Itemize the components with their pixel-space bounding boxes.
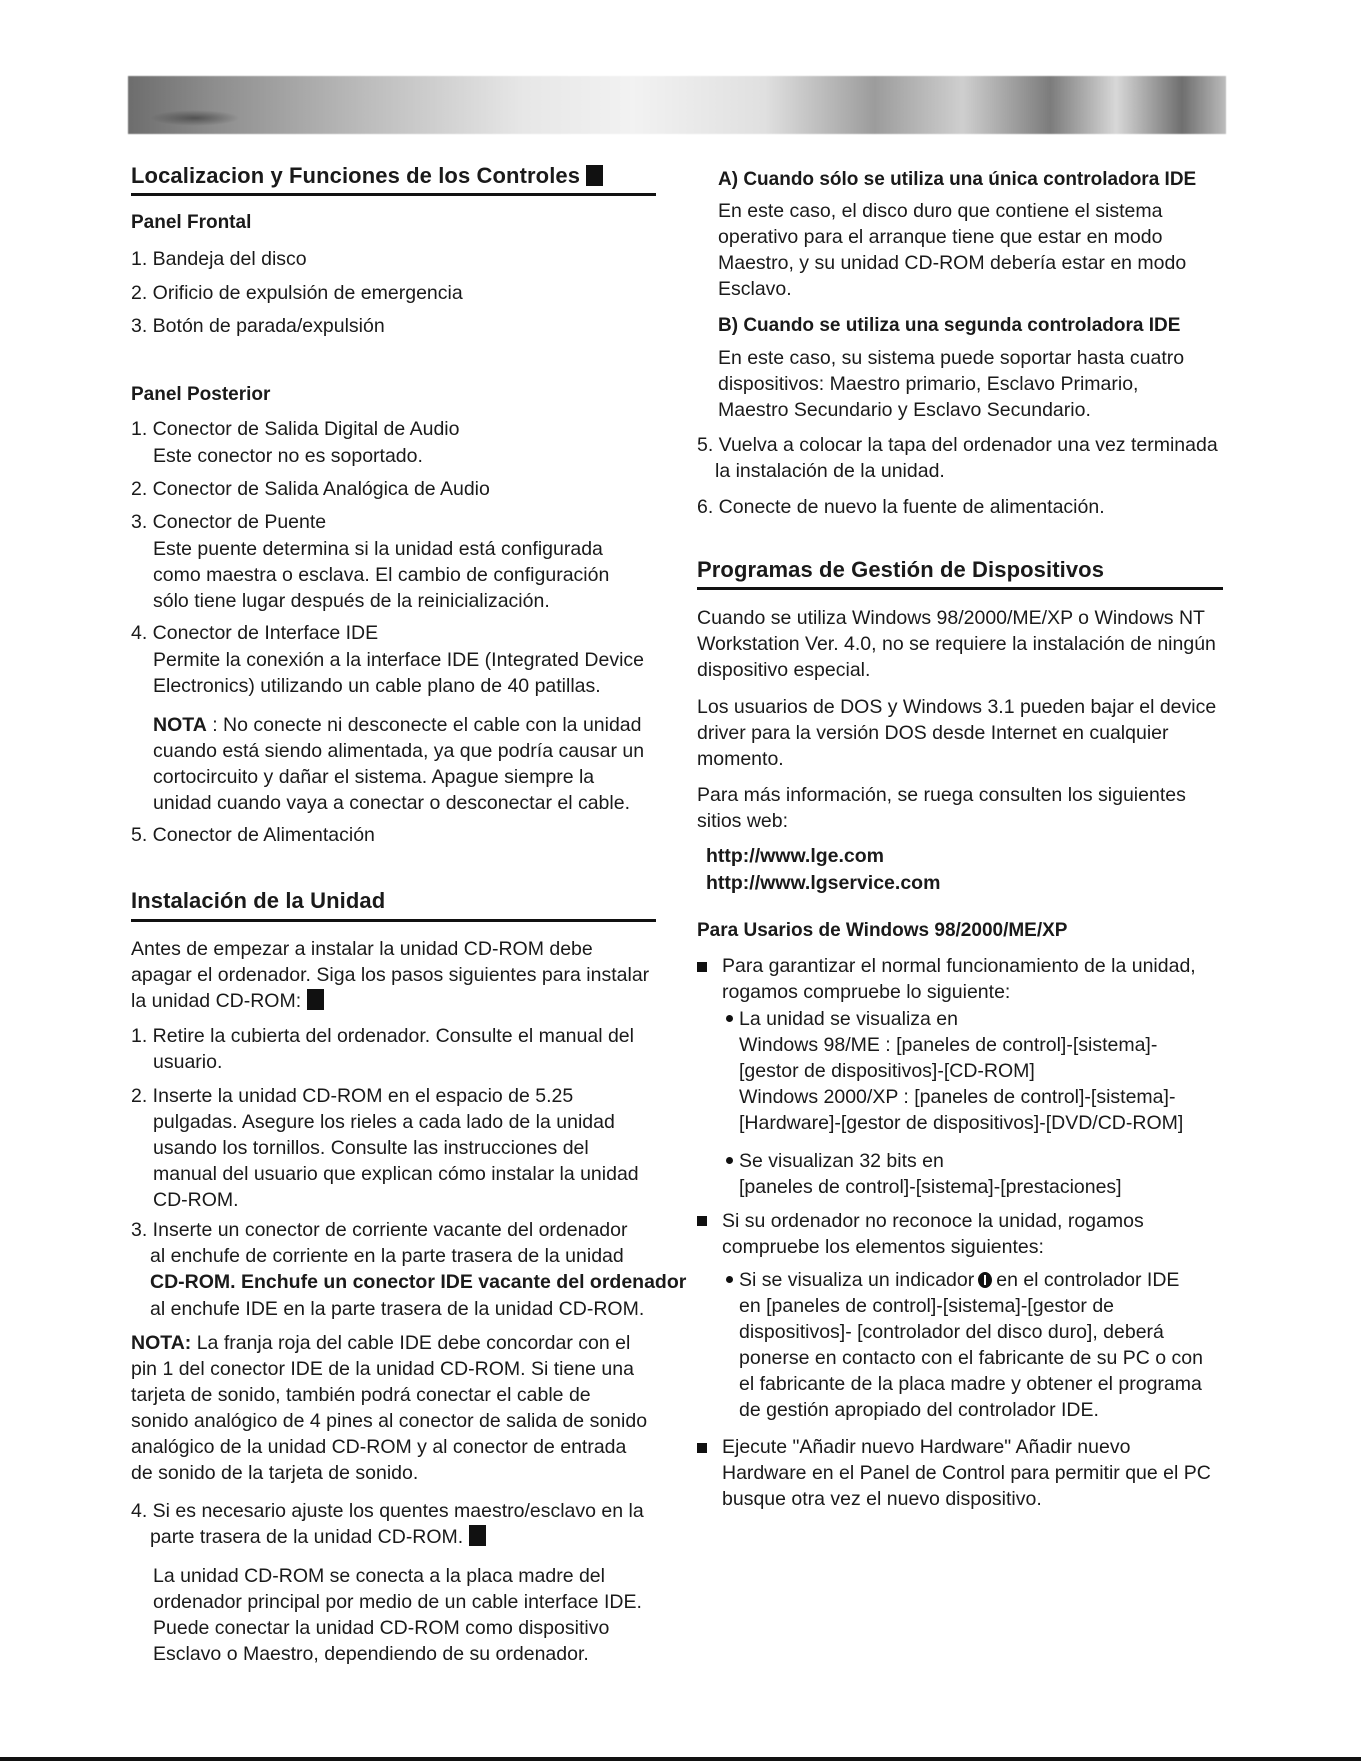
paragraph-line: Esclavo o Maestro, dependiendo de su ordenador.: [153, 1643, 589, 1665]
url-link[interactable]: http://www.lge.com: [706, 845, 885, 867]
note-label: NOTA: [153, 714, 207, 736]
step-line: 3. Inserte un conector de corriente vacante del ordenador: [131, 1219, 628, 1241]
list-item: 4. Conector de Interface IDE: [131, 622, 379, 644]
list-item-detail: como maestra o esclava. El cambio de configuración: [153, 564, 610, 586]
step-line: 1. Retire la cubierta del ordenador. Consulte el manual del: [131, 1025, 634, 1047]
paragraph-line: En este caso, el disco duro que contiene el sistema: [718, 200, 1163, 222]
bullet-square-icon: [697, 1443, 707, 1453]
list-item: 3. Conector de Puente: [131, 511, 327, 533]
note-line: unidad cuando vaya a conectar o desconectar el cable.: [153, 792, 630, 814]
list-item-detail: Permite la conexión a la interface IDE (Integrated Device: [153, 649, 644, 671]
bullet-dot-icon: [726, 1157, 733, 1164]
paragraph-line: [131, 988, 324, 1014]
heading-rule: [697, 587, 1223, 590]
paragraph-line: ordenador principal por medio de un cable interface IDE.: [153, 1591, 642, 1613]
bullet-dot-icon: [726, 1276, 733, 1283]
sub-bullet-line: [gestor de dispositivos]-[CD-ROM]: [739, 1060, 1035, 1082]
note-paragraph: [131, 1330, 630, 1356]
banner-shadow: [150, 110, 240, 126]
bullet-line: Si su ordenador no reconoce la unidad, rogamos: [722, 1210, 1144, 1232]
subheading-a: A) Cuando sólo se utiliza una única controladora IDE: [718, 169, 1197, 190]
paragraph-text: la unidad CD-ROM:: [131, 990, 302, 1012]
sub-bullet-line: [739, 1267, 1179, 1293]
paragraph-line: La unidad CD-ROM se conecta a la placa madre del: [153, 1565, 605, 1587]
page-bottom-rule: [0, 1757, 1361, 1761]
paragraph-line: En este caso, su sistema puede soportar hasta cuatro: [718, 347, 1185, 369]
url-link[interactable]: http://www.lgservice.com: [706, 872, 941, 894]
paragraph-line: momento.: [697, 748, 784, 770]
subheading-panel-posterior: Panel Posterior: [131, 384, 271, 405]
bullet-square-icon: [697, 1216, 707, 1226]
paragraph-line: Maestro Secundario y Esclavo Secundario.: [718, 399, 1091, 421]
note-line: analógico de la unidad CD-ROM y al conector de entrada: [131, 1436, 627, 1458]
sub-bullet-line: el fabricante de la placa madre y obtener el programa: [739, 1373, 1202, 1395]
note-line: sonido analógico de 4 pines al conector de salida de sonido: [131, 1410, 648, 1432]
step-line: al enchufe IDE en la parte trasera de la unidad CD-ROM.: [150, 1298, 645, 1320]
paragraph-line: dispositivos: Maestro primario, Esclavo Primario,: [718, 373, 1139, 395]
subheading-windows: Para Usarios de Windows 98/2000/ME/XP: [697, 920, 1068, 941]
step-line: 2. Inserte la unidad CD-ROM en el espacio de 5.25: [131, 1085, 574, 1107]
sub-bullet-line: [paneles de control]-[sistema]-[prestaciones]: [739, 1176, 1122, 1198]
paragraph-line: Los usuarios de DOS y Windows 3.1 pueden bajar el device: [697, 696, 1217, 718]
sub-bullet-line: Windows 2000/XP : [paneles de control]-[sistema]-: [739, 1086, 1176, 1108]
paragraph-line: operativo para el arranque tiene que estar en modo: [718, 226, 1163, 248]
sub-bullet-line: La unidad se visualiza en: [739, 1008, 958, 1030]
heading-rule: [131, 919, 656, 922]
note-line: cuando está siendo alimentada, ya que podría causar un: [153, 740, 645, 762]
section-heading-controls: [131, 162, 603, 190]
paragraph-line: Workstation Ver. 4.0, no se requiere la instalación de ningún: [697, 633, 1216, 655]
paragraph-line: Maestro, y su unidad CD-ROM debería estar en modo: [718, 252, 1187, 274]
subheading-panel-frontal: Panel Frontal: [131, 212, 252, 233]
heading-rule: [131, 193, 656, 196]
step-text: parte trasera de la unidad CD-ROM.: [150, 1526, 464, 1548]
paragraph-line: dispositivo especial.: [697, 659, 871, 681]
list-item: 2. Orificio de expulsión de emergencia: [131, 282, 463, 304]
step-line: CD-ROM.: [153, 1189, 239, 1211]
bullet-line: Ejecute "Añadir nuevo Hardware" Añadir nuevo: [722, 1436, 1131, 1458]
paragraph-line: Esclavo.: [718, 278, 792, 300]
step-line: manual del usuario que explican cómo instalar la unidad: [153, 1163, 639, 1185]
list-item: 1. Bandeja del disco: [131, 248, 307, 270]
sub-bullet-line: [Hardware]-[gestor de dispositivos]-[DVD/CD-ROM]: [739, 1112, 1184, 1134]
list-item-detail: sólo tiene lugar después de la reinicialización.: [153, 590, 550, 612]
bullet-line: Para garantizar el normal funcionamiento de la unidad,: [722, 955, 1196, 977]
list-item-detail: Este conector no es soportado.: [153, 445, 423, 467]
bullet-line: compruebe los elementos siguientes:: [722, 1236, 1044, 1258]
heading-text: Localizacion y Funciones de los Controles: [131, 163, 581, 188]
note-line: cortocircuito y dañar el sistema. Apague siempre la: [153, 766, 595, 788]
step-line: 6. Conecte de nuevo la fuente de alimentación.: [697, 496, 1105, 518]
note-line: pin 1 del conector IDE de la unidad CD-ROM. Si tiene una: [131, 1358, 634, 1380]
list-item: 3. Botón de parada/expulsión: [131, 315, 385, 337]
note-text: La franja roja del cable IDE debe concordar con el: [191, 1332, 631, 1354]
sub-bullet-text: Si se visualiza un indicador: [739, 1269, 975, 1291]
step-line-bold: CD-ROM. Enchufe un conector IDE vacante del ordenador: [150, 1271, 687, 1293]
list-item-detail: Electronics) utilizando un cable plano de 40 patillas.: [153, 675, 601, 697]
paragraph-line: Para más información, se ruega consulten los siguientes: [697, 784, 1186, 806]
step-line: 4. Si es necesario ajuste los quentes maestro/esclavo en la: [131, 1500, 644, 1522]
sub-bullet-line: Windows 98/ME : [paneles de control]-[sistema]-: [739, 1034, 1158, 1056]
note-paragraph: [153, 712, 642, 738]
paragraph-line: Cuando se utiliza Windows 98/2000/ME/XP o Windows NT: [697, 607, 1205, 629]
bullet-line: Hardware en el Panel de Control para permitir que el PC: [722, 1462, 1211, 1484]
paragraph-line: driver para la versión DOS desde Internet en cualquier: [697, 722, 1169, 744]
list-item: 5. Conector de Alimentación: [131, 824, 375, 846]
sub-bullet-line: en [paneles de control]-[sistema]-[gestor de: [739, 1295, 1115, 1317]
bullet-square-icon: [697, 962, 707, 972]
section-heading-installation: Instalación de la Unidad: [131, 888, 386, 913]
note-line: de sonido de la tarjeta de sonido.: [131, 1462, 419, 1484]
paragraph-line: Puede conectar la unidad CD-ROM como dispositivo: [153, 1617, 610, 1639]
bullet-dot-icon: [726, 1015, 733, 1022]
bullet-line: busque otra vez el nuevo dispositivo.: [722, 1488, 1042, 1510]
sub-bullet-line: ponerse en contacto con el fabricante de su PC o con: [739, 1347, 1203, 1369]
section-marker-icon: [469, 1525, 486, 1546]
note-line: tarjeta de sonido, también podrá conectar el cable de: [131, 1384, 591, 1406]
list-item-detail: Este puente determina si la unidad está configurada: [153, 538, 603, 560]
sub-bullet-line: dispositivos]- [controlador del disco duro], deberá: [739, 1321, 1164, 1343]
sub-bullet-line: Se visualizan 32 bits en: [739, 1150, 944, 1172]
note-text: : No conecte ni desconecte el cable con la unidad: [206, 714, 642, 736]
step-line: pulgadas. Asegure los rieles a cada lado de la unidad: [153, 1111, 615, 1133]
warning-indicator-icon: [978, 1272, 992, 1288]
step-line: usando los tornillos. Consulte las instrucciones del: [153, 1137, 589, 1159]
section-marker-icon: [586, 165, 603, 186]
sub-bullet-line: de gestión apropiado del controlador IDE.: [739, 1399, 1099, 1421]
note-label: NOTA:: [131, 1332, 192, 1354]
step-line: [150, 1524, 486, 1550]
paragraph-line: apagar el ordenador. Siga los pasos siguientes para instalar: [131, 964, 650, 986]
step-line: 5. Vuelva a colocar la tapa del ordenador una vez terminada: [697, 434, 1218, 456]
sub-bullet-text: en el controlador IDE: [996, 1269, 1180, 1291]
list-item: 2. Conector de Salida Analógica de Audio: [131, 478, 490, 500]
paragraph-line: Antes de empezar a instalar la unidad CD-ROM debe: [131, 938, 593, 960]
step-line: la instalación de la unidad.: [715, 460, 945, 482]
section-heading-programs: Programas de Gestión de Dispositivos: [697, 557, 1105, 582]
step-line: usuario.: [153, 1051, 223, 1073]
header-banner: [128, 76, 1226, 134]
section-marker-icon: [307, 989, 324, 1010]
step-line: al enchufe de corriente en la parte trasera de la unidad: [150, 1245, 624, 1267]
bullet-line: rogamos compruebe lo siguiente:: [722, 981, 1011, 1003]
paragraph-line: sitios web:: [697, 810, 789, 832]
list-item: 1. Conector de Salida Digital de Audio: [131, 418, 460, 440]
subheading-b: B) Cuando se utiliza una segunda controladora IDE: [718, 315, 1181, 336]
